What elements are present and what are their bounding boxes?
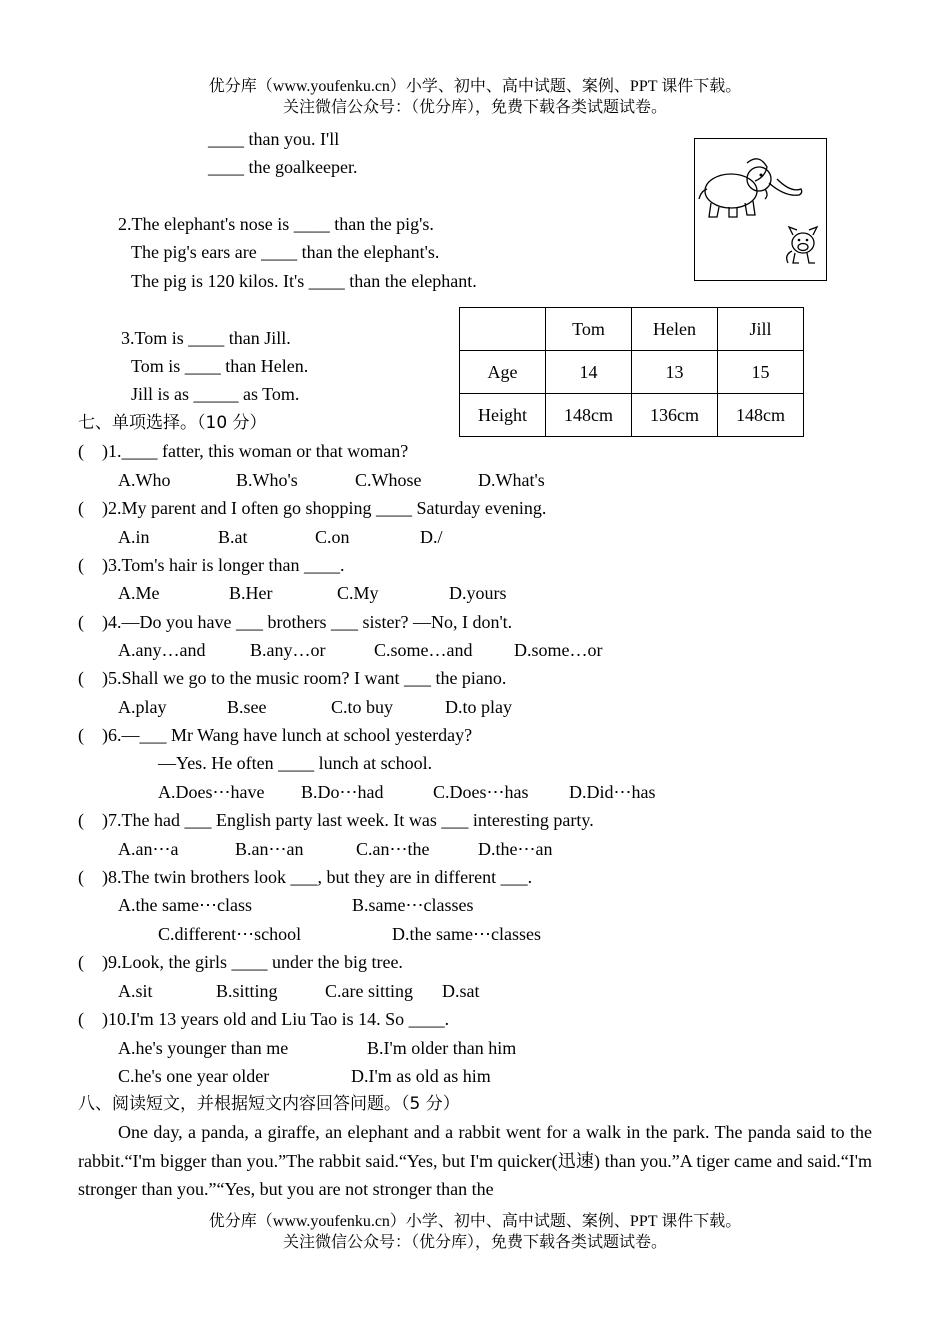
option: B.any…or xyxy=(250,640,326,660)
question-stem-text: 1.____ fatter, this woman or that woman? xyxy=(108,441,409,461)
option: B.Her xyxy=(229,583,273,603)
option: A.any…and xyxy=(118,640,206,660)
table-row xyxy=(460,394,804,437)
table-header-cell xyxy=(460,308,546,351)
part6-cont-line-2: ____ the goalkeeper. xyxy=(208,157,358,177)
option: A.Does⋯have xyxy=(158,782,265,802)
question-10-stem: ( )10.I'm 13 years old and Liu Tao is 14. So ____. xyxy=(78,1009,450,1029)
table-row xyxy=(460,351,804,394)
option: A.play xyxy=(118,697,167,717)
option: D.yours xyxy=(449,583,507,603)
table-cell: 15 xyxy=(718,351,804,394)
option: B.sitting xyxy=(216,981,278,1001)
option: B.Who's xyxy=(236,470,298,490)
option: A.Me xyxy=(118,583,160,603)
footer-line-1: 优分库（www.youfenku.cn）小学、初中、高中试题、案例、PPT 课件下载。 xyxy=(208,1213,742,1230)
option: C.he's one year older xyxy=(118,1066,270,1086)
option: B.same⋯classes xyxy=(352,895,474,915)
question-stem-text: 10.I'm 13 years old and Liu Tao is 14. So ____. xyxy=(108,1009,450,1029)
question-3-stem: ( )3.Tom's hair is longer than ____. xyxy=(78,555,345,575)
question-6-reply: —Yes. He often ____ lunch at school. xyxy=(158,753,433,773)
option: A.in xyxy=(118,527,150,547)
part6-q3-line-3: Jill is as _____ as Tom. xyxy=(131,384,300,404)
option: C.Does⋯has xyxy=(433,782,529,802)
table-header-cell: Jill xyxy=(718,308,804,351)
option: D.the⋯an xyxy=(478,839,553,859)
part8-title: 八、阅读短文，并根据短文内容回答问题。（5 分） xyxy=(78,1094,460,1114)
reading-passage: One day, a panda, a giraffe, an elephant and a rabbit went for a walk in the park. The panda said to the rabbit.“I'm bigger than you.”The rabbit said.“Yes, but I'm quicker(迅速) than you.”A tiger came and said.“I'm stronger than you.”“Yes, but you are not stronger than the xyxy=(78,1122,872,1199)
option: D.Did⋯has xyxy=(569,782,656,802)
table-cell: 14 xyxy=(546,351,632,394)
header-line-2: 关注微信公众号：（优分库），免费下载各类试题试卷。 xyxy=(282,99,667,116)
option: A.an⋯a xyxy=(118,839,179,859)
option: D.sat xyxy=(442,981,480,1001)
part7-title: 七、单项选择。（10 分） xyxy=(78,413,267,433)
part6-cont-line-1: ____ than you. I'll xyxy=(208,129,340,149)
option: D.the same⋯classes xyxy=(392,924,541,944)
option: A.the same⋯class xyxy=(118,895,252,915)
option: C.Whose xyxy=(355,470,422,490)
option: D.I'm as old as him xyxy=(351,1066,491,1086)
table-row-label: Age xyxy=(460,351,546,394)
option: A.he's younger than me xyxy=(118,1038,289,1058)
option: B.Do⋯had xyxy=(301,782,384,802)
option: B.see xyxy=(227,697,267,717)
question-stem-text: 9.Look, the girls ____ under the big tree. xyxy=(108,952,403,972)
table-cell: 148cm xyxy=(546,394,632,437)
option: C.to buy xyxy=(331,697,394,717)
table-cell: 13 xyxy=(632,351,718,394)
option: A.Who xyxy=(118,470,171,490)
question-6-stem: ( )6.—___ Mr Wang have lunch at school yesterday? xyxy=(78,725,473,745)
option: C.are sitting xyxy=(325,981,413,1001)
question-stem-text: 3.Tom's hair is longer than ____. xyxy=(108,555,345,575)
question-stem-text: 4.—Do you have ___ brothers ___ sister? —No, I don't. xyxy=(108,612,513,632)
question-1-stem: ( )1.____ fatter, this woman or that woman? xyxy=(78,441,409,461)
age-height-table xyxy=(459,307,804,437)
part6-q2-line-1: 2.The elephant's nose is ____ than the pig's. xyxy=(118,214,434,234)
option: C.some…and xyxy=(374,640,473,660)
question-9-stem: ( )9.Look, the girls ____ under the big tree. xyxy=(78,952,403,972)
part6-q2-line-2: The pig's ears are ____ than the elephant's. xyxy=(131,242,440,262)
option: B.an⋯an xyxy=(235,839,304,859)
part6-q2-line-3: The pig is 120 kilos. It's ____ than the elephant. xyxy=(131,271,477,291)
table-header-cell: Helen xyxy=(632,308,718,351)
option: C.My xyxy=(337,583,379,603)
option: B.I'm older than him xyxy=(367,1038,517,1058)
option: C.an⋯the xyxy=(356,839,430,859)
option: C.different⋯school xyxy=(158,924,302,944)
header-line-1: 优分库（www.youfenku.cn）小学、初中、高中试题、案例、PPT 课件下载。 xyxy=(208,78,742,95)
table-header-row xyxy=(460,308,804,351)
option: D.some…or xyxy=(514,640,603,660)
question-stem-text: 2.My parent and I often go shopping ____ Saturday evening. xyxy=(108,498,547,518)
option: D.What's xyxy=(478,470,545,490)
option: D./ xyxy=(420,527,443,547)
question-stem-text: 6.—___ Mr Wang have lunch at school yesterday? xyxy=(108,725,473,745)
table-header-cell: Tom xyxy=(546,308,632,351)
elephant-pig-picture xyxy=(694,138,827,281)
question-7-stem: ( )7.The had ___ English party last week. It was ___ interesting party. xyxy=(78,810,594,830)
question-stem-text: 8.The twin brothers look ___, but they are in different ___. xyxy=(108,867,533,887)
question-stem-text: 5.Shall we go to the music room? I want ___ the piano. xyxy=(108,668,507,688)
question-2-stem: ( )2.My parent and I often go shopping ____ Saturday evening. xyxy=(78,498,547,518)
question-4-stem: ( )4.—Do you have ___ brothers ___ sister? —No, I don't. xyxy=(78,612,513,632)
option: A.sit xyxy=(118,981,153,1001)
table-cell: 148cm xyxy=(718,394,804,437)
footer-line-2: 关注微信公众号：（优分库），免费下载各类试题试卷。 xyxy=(282,1234,667,1251)
table-cell: 136cm xyxy=(632,394,718,437)
question-5-stem: ( )5.Shall we go to the music room? I want ___ the piano. xyxy=(78,668,507,688)
question-8-stem: ( )8.The twin brothers look ___, but they are in different ___. xyxy=(78,867,533,887)
option: C.on xyxy=(315,527,350,547)
table-row-label: Height xyxy=(460,394,546,437)
part6-q3-line-2: Tom is ____ than Helen. xyxy=(131,356,309,376)
question-stem-text: 7.The had ___ English party last week. It was ___ interesting party. xyxy=(108,810,594,830)
option: B.at xyxy=(218,527,248,547)
elephant-pig-illustration xyxy=(695,139,825,279)
part6-q3-line-1: 3.Tom is ____ than Jill. xyxy=(121,328,291,348)
option: D.to play xyxy=(445,697,512,717)
